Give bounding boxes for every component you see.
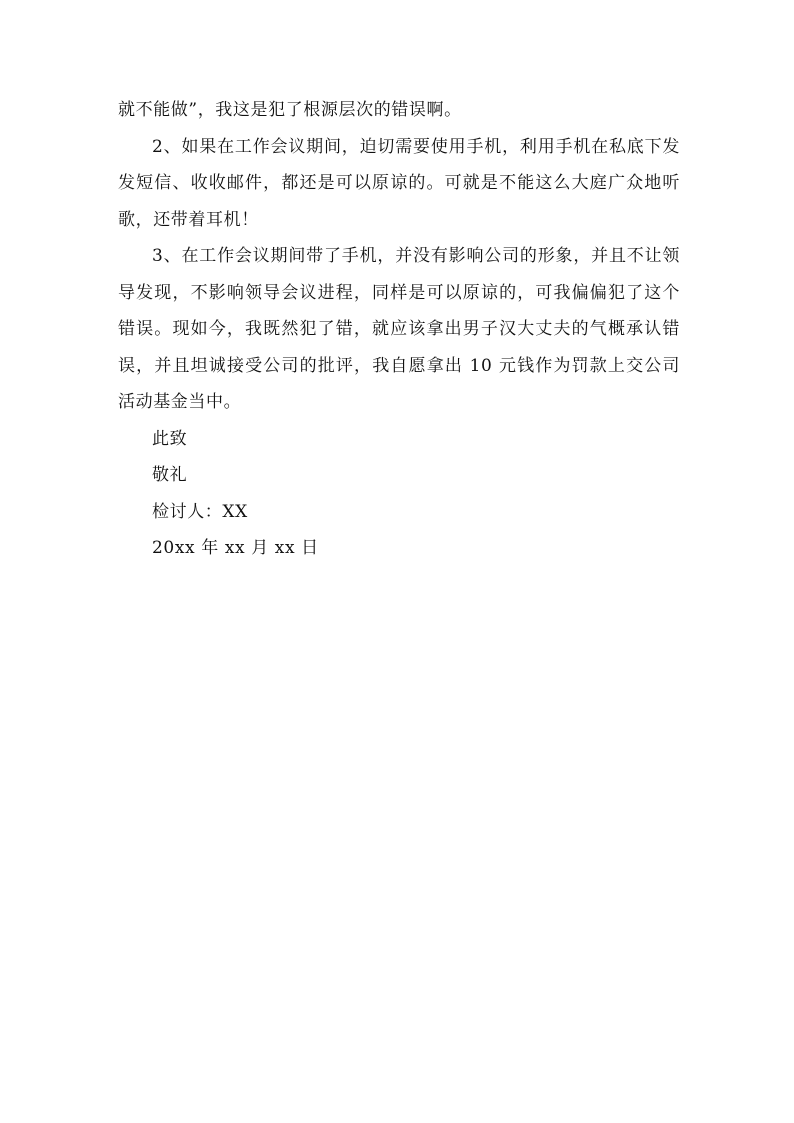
paragraph-point-3: 3、在工作会议期间带了手机，并没有影响公司的形象，并且不让领导发现，不影响领导会议进程，同样是可以原谅的，可我偏偏犯了这个错误。现如今，我既然犯了错，就应该拿出男子汉大丈夫的气概承认错误，并且坦诚接受公司的批评，我自愿拿出 10 元钱作为罚款上交公司活动基金当中。 xyxy=(118,246,680,412)
closing-salutation: 此致 xyxy=(152,428,188,449)
paragraph-continuation: 就不能做”，我这是犯了根源层次的错误啊。 xyxy=(118,100,462,120)
paragraph-point-2: 2、如果在工作会议期间，迫切需要使用手机，利用手机在私底下发发短信、收收邮件，都还是可以原谅的。可就是不能这么大庭广众地听歌，还带着耳机！ xyxy=(118,136,680,230)
date-line: 20xx 年 xx 月 xx 日 xyxy=(152,538,319,558)
closing-regards: 敬礼 xyxy=(152,465,188,485)
document-body xyxy=(118,92,680,567)
signature-line: 检讨人：XX xyxy=(152,501,248,522)
